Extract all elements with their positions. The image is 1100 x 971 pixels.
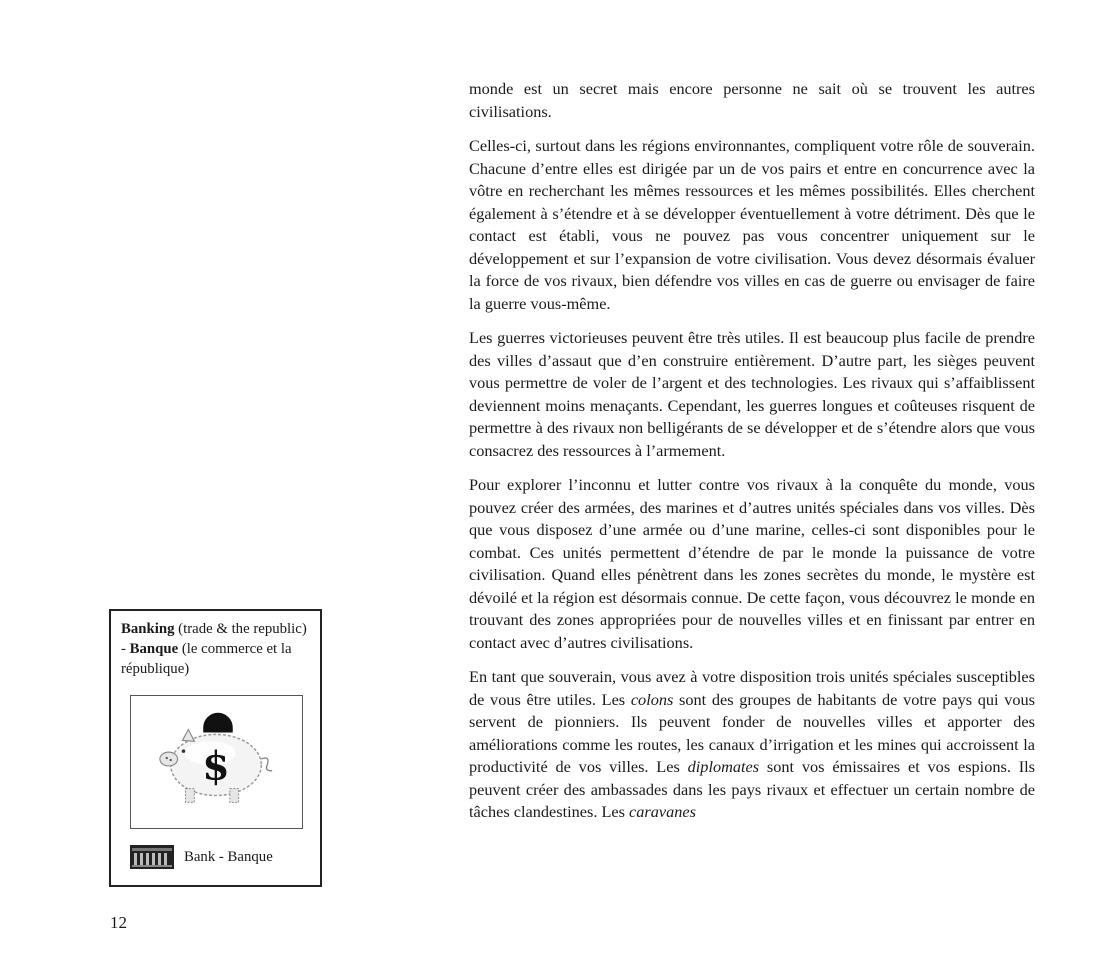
body-paragraph xyxy=(469,78,1035,123)
bank-building-icon xyxy=(130,845,174,869)
paragraph-text: Les guerres victorieuses peuvent être très utiles. Il est beaucoup plus facile de prendre des villes d’assaut que d’en construire entièrement. D’autre part, les sièges peuvent vous permettre de voler de l’argent et des technologies. Les rivaux qui s’affaiblissent deviennent moins menaçants. Cependant, les guerres longues et coûteuses risquent de permettre à des rivaux non belligérants de se développer et de s’étendre alors que vous consacrez des ressources à l’armement. xyxy=(469,328,1035,460)
svg-text:$: $ xyxy=(202,743,230,790)
caption-desc-fr: (le commerce et la république) xyxy=(121,641,292,677)
body-paragraph xyxy=(469,666,1035,824)
paragraph-text: Pour explorer l’inconnu et lutter contre vos rivaux à la conquête du monde, vous pouvez créer des armées, des marines et d’autres unités spéciales dans vos villes. Dès que vous disposez d’une armée ou d’une marine, celles-ci sont disponibles pour le combat. Ces unités permettent d’étendre de par le monde la puissance de votre civilisation. Quand elles pénètrent dans les zones secrètes du monde, le mystère est dévoilé et la région est désormais connue. De cette façon, vous découvrez le monde en trouvant des zones appropriées pour de nouvelles villes et en finissant par entrer en contact avec d’autres civilisations. xyxy=(469,475,1035,652)
caption-desc-en: (trade & the republic) - xyxy=(121,621,307,657)
tech-sidebar-box xyxy=(109,609,322,887)
emphasis-text: colons xyxy=(630,689,674,709)
body-paragraph xyxy=(469,474,1035,654)
paragraph-text: Celles-ci, surtout dans les régions environnantes, compliquent votre rôle de souverain. Chacune d’entre elles est dirigée par un de vos pairs et entre en concurrence avec la vôtre en recherchant les mêmes ressources et les mêmes possibilités. Elles cherchent également à s’étendre et à se développer éventuellement à votre détriment. Dès que le contact est établi, vous ne pouvez pas vous concentrer uniquement sur le développement et sur l’expansion de votre civilisation. Vous devez désormais évaluer la force de vos rivaux, bien défendre vos villes en cas de guerre ou envisager de faire la guerre vous-même. xyxy=(469,136,1035,313)
page-number: 12 xyxy=(110,913,127,932)
main-text-column xyxy=(469,78,1035,824)
paragraph-text: sont des groupes de habitants de votre pays qui vous servent de pionniers. Ils peuvent fonder de nouvelles villes et apporter des améliorations comme les routes, les canaux d’irrigation et les mines qui accroissent la productivité de vos villes. Les xyxy=(469,689,1035,776)
caption-title-fr: Banque xyxy=(129,641,179,657)
emphasis-text: diplomates xyxy=(687,757,760,776)
body-paragraph xyxy=(469,327,1035,462)
body-paragraph xyxy=(469,135,1035,315)
banking-illustration xyxy=(130,695,303,829)
paragraph-text: En tant que souverain, vous avez à votre disposition trois unités spéciales susceptibles de vous être utiles. Les xyxy=(469,667,1035,709)
emphasis-text: caravanes xyxy=(629,802,696,821)
caption-title-en: Banking xyxy=(121,621,175,637)
paragraph-text: sont vos émissaires et vos espions. Ils peuvent créer des ambassades dans les pays rivaux et effectuer un certain nombre de tâches clandestines. Les xyxy=(469,757,1036,821)
bank-label: Bank - Banque xyxy=(184,848,273,865)
building-row xyxy=(130,845,273,869)
sidebar-caption xyxy=(121,619,311,679)
piggy-bank-icon xyxy=(131,696,302,828)
paragraph-text: monde est un secret mais encore personne ne sait où se trouvent les autres civilisations. xyxy=(469,79,1035,121)
